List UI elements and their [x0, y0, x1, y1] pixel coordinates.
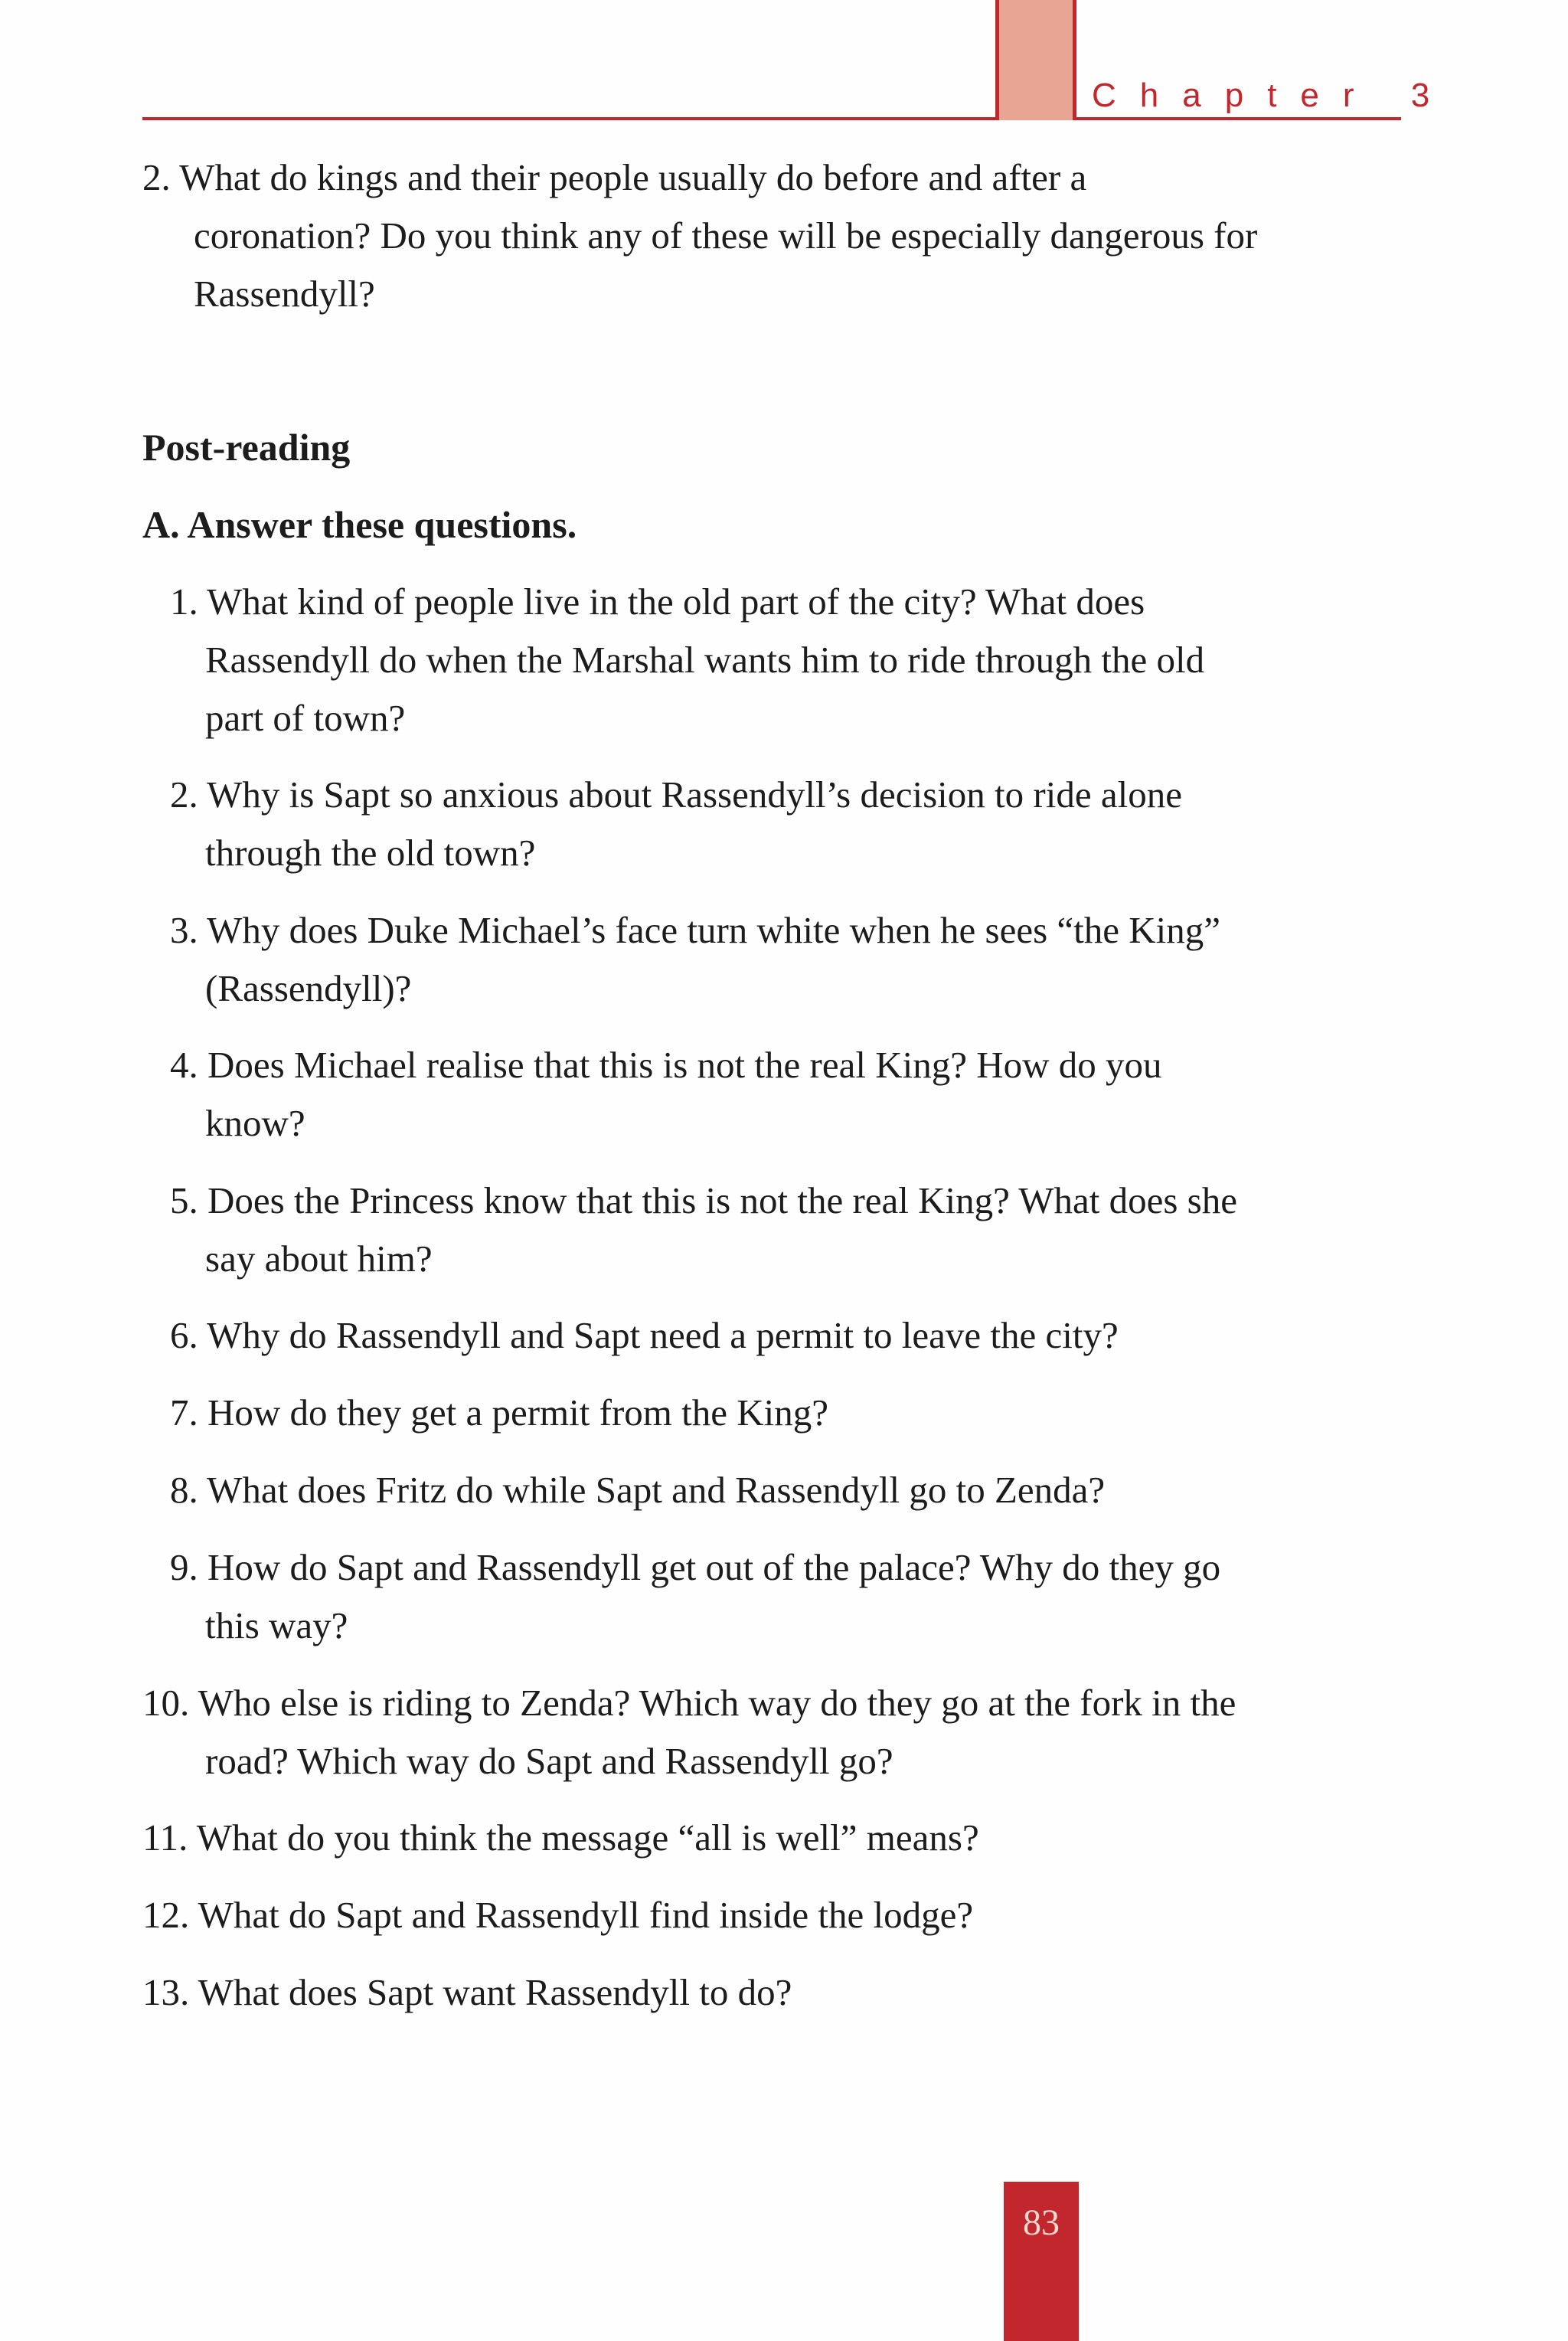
pre-question-line: 2. What do kings and their people usually do before and after a — [142, 156, 1087, 198]
question-line: road? Which way do Sapt and Rassendyll go? — [205, 1740, 893, 1782]
page-number: 83 — [1023, 2202, 1060, 2243]
question-line: 3. Why does Duke Michael’s face turn white when he sees “the King” — [170, 909, 1221, 951]
question-line: 6. Why do Rassendyll and Sapt need a permit to leave the city? — [170, 1314, 1119, 1356]
pre-question-line: Rassendyll? — [194, 273, 375, 315]
question-line: 13. What does Sapt want Rassendyll to do? — [142, 1971, 792, 2013]
question-line: 1. What kind of people live in the old part of the city? What does — [170, 580, 1145, 623]
question-line: 2. Why is Sapt so anxious about Rassendyll’s decision to ride alone — [170, 773, 1182, 816]
question-line: this way? — [205, 1604, 348, 1646]
question-line: 9. How do Sapt and Rassendyll get out of the palace? Why do they go — [170, 1546, 1221, 1588]
pre-question-line: coronation? Do you think any of these will be especially dangerous for — [194, 214, 1258, 257]
section-title: Post-reading — [142, 426, 351, 469]
header-tab — [999, 0, 1073, 120]
header-rule — [1076, 117, 1401, 120]
chapter-label: Chapter 3 — [1092, 77, 1454, 114]
question-line: through the old town? — [205, 832, 536, 874]
question-line: 12. What do Sapt and Rassendyll find inside the lodge? — [142, 1894, 974, 1936]
question-line: 7. How do they get a permit from the King? — [170, 1391, 829, 1434]
question-line: say about him? — [205, 1238, 433, 1280]
question-line: Rassendyll do when the Marshal wants him to ride through the old — [205, 639, 1205, 681]
header-rule — [142, 117, 997, 120]
page-number-tab — [1004, 2182, 1079, 2341]
question-line: know? — [205, 1102, 305, 1144]
subsection-title: A. Answer these questions. — [142, 503, 577, 546]
question-line: (Rassendyll)? — [205, 967, 412, 1009]
question-line: 10. Who else is riding to Zenda? Which way do they go at the fork in the — [142, 1682, 1236, 1724]
question-line: 5. Does the Princess know that this is not the real King? What does she — [170, 1179, 1237, 1221]
question-line: 8. What does Fritz do while Sapt and Rassendyll go to Zenda? — [170, 1469, 1106, 1511]
question-line: 11. What do you think the message “all is well” means? — [142, 1816, 979, 1859]
question-line: part of town? — [205, 697, 406, 739]
question-line: 4. Does Michael realise that this is not the real King? How do you — [170, 1044, 1162, 1086]
header-tab-border — [1073, 0, 1076, 120]
